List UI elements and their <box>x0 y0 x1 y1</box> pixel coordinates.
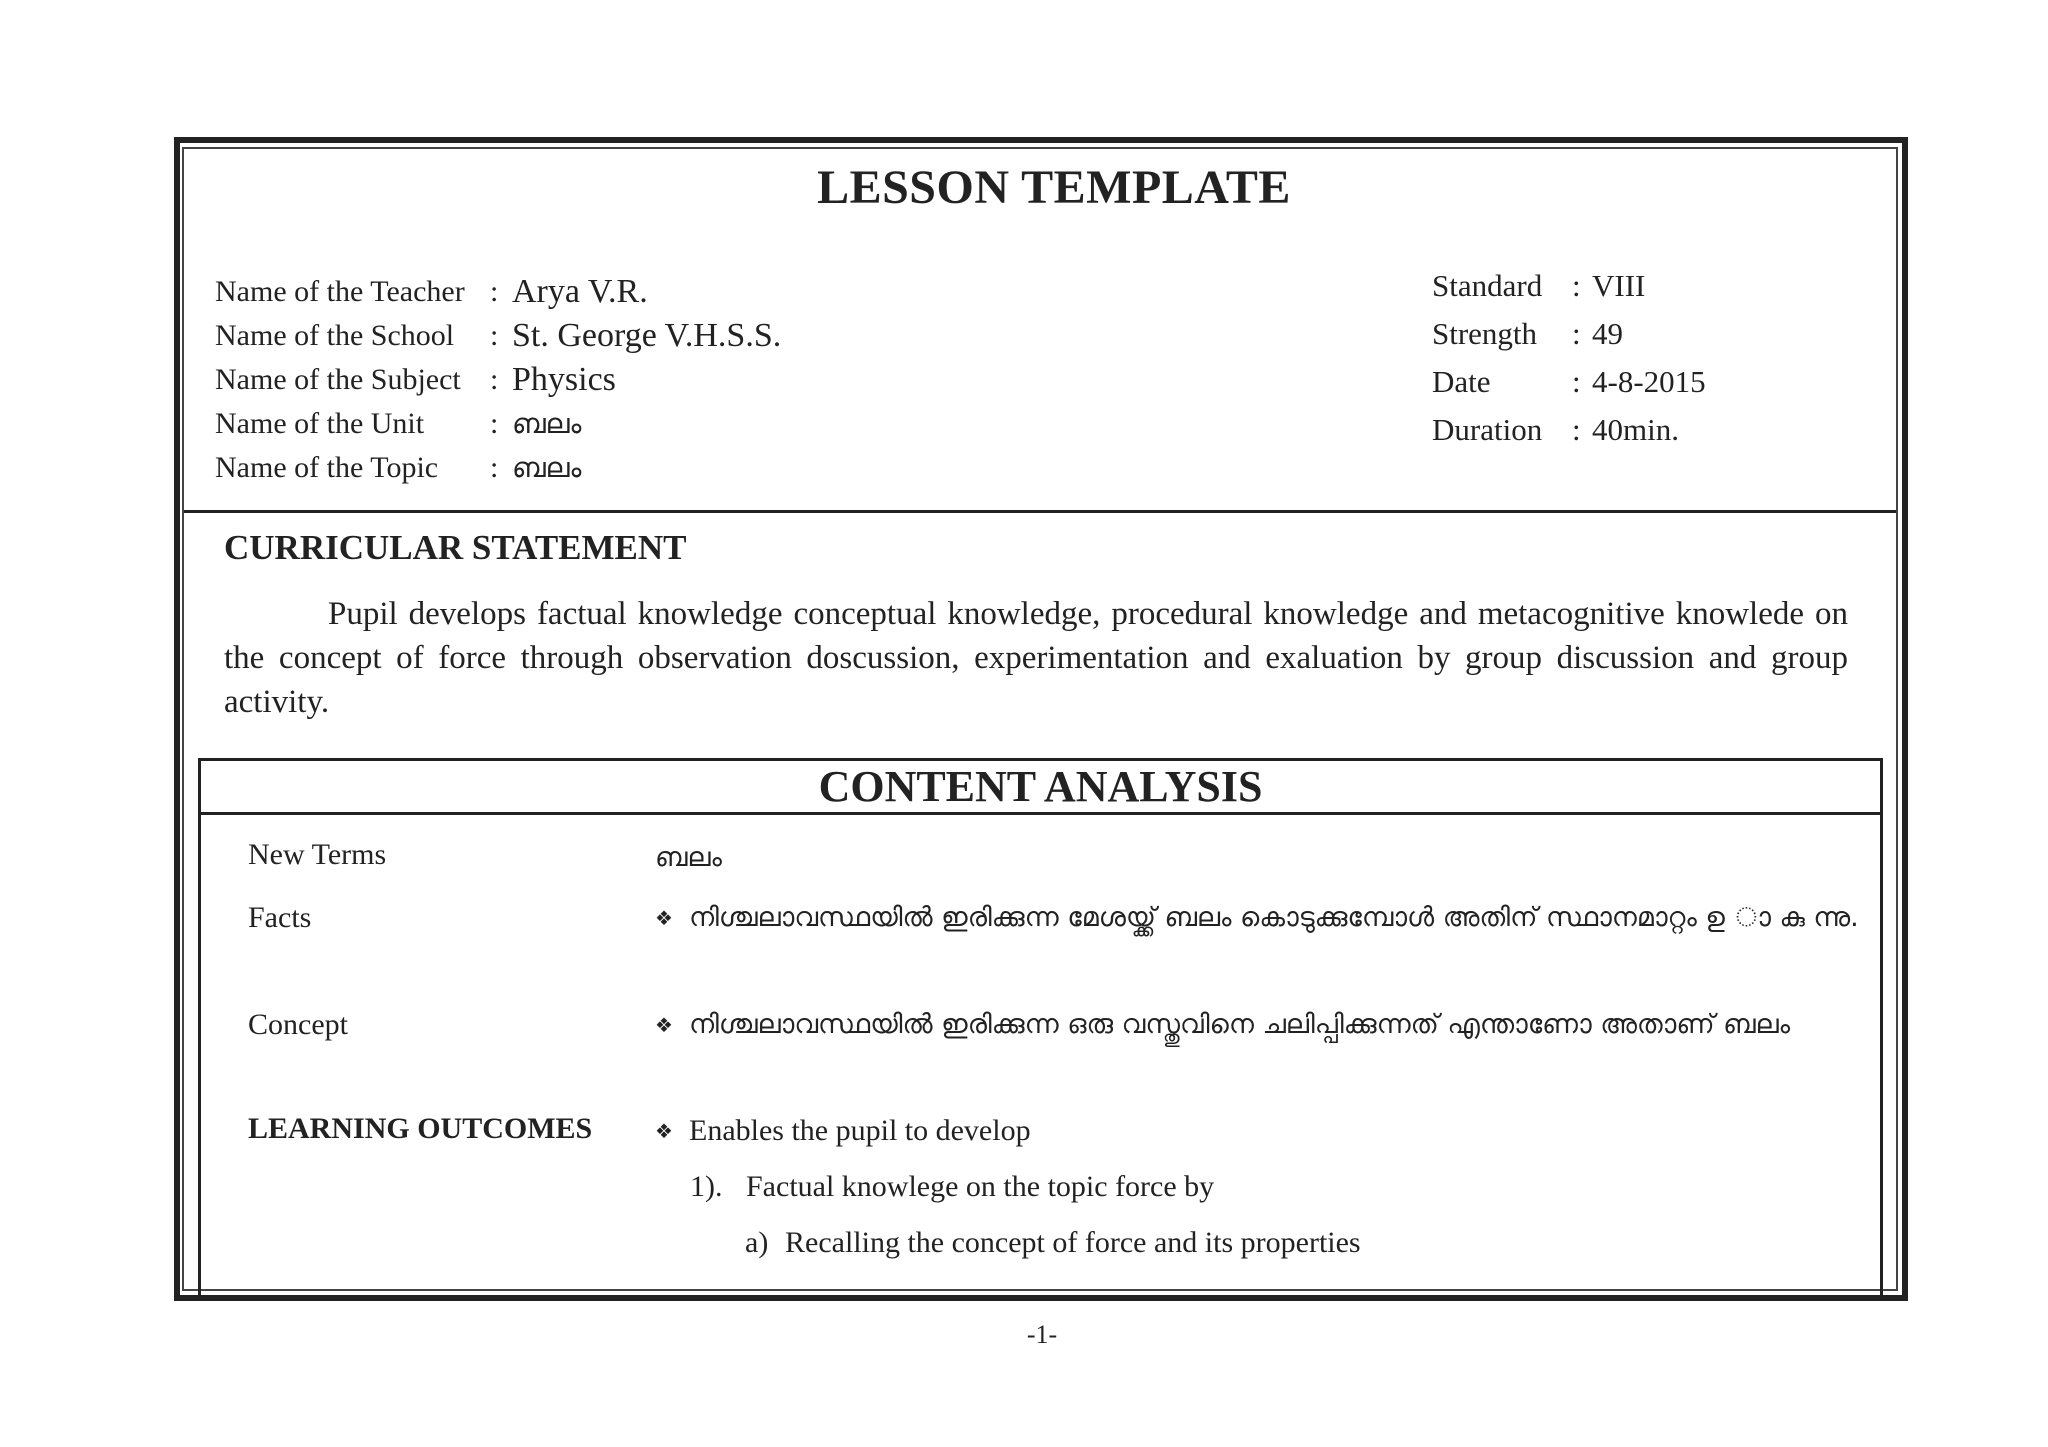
outcome-subitem-letter: a) <box>745 1226 769 1259</box>
bullet-icon: ❖ <box>655 1119 673 1143</box>
curricular-heading: CURRICULAR STATEMENT <box>224 528 687 567</box>
info-row-standard <box>1432 262 1706 310</box>
info-row-teacher <box>215 270 781 314</box>
outcome-item <box>690 1170 1214 1204</box>
info-colon: : <box>1572 364 1581 399</box>
info-colon: : <box>490 407 499 440</box>
concept-label: Concept <box>248 1008 348 1041</box>
info-row-strength <box>1432 310 1706 358</box>
info-row-date <box>1432 358 1706 406</box>
info-colon: : <box>490 319 499 352</box>
bullet-icon: ❖ <box>655 1013 673 1037</box>
info-colon: : <box>490 275 499 308</box>
facts-label: Facts <box>248 901 312 934</box>
learning-outcomes-intro <box>655 1109 1865 1153</box>
unit-name: ബലം <box>512 407 582 440</box>
info-row-duration <box>1432 406 1706 454</box>
facts-text: നിശ്ചലാവസ്ഥയിൽ ഇരിക്കുന്ന മേശയ്ക്ക് ബലം കൊടുക്കുമ്പോൾ അതിന് സ്ഥാനമാറ്റം ഉ ാ കു ന്നു. <box>689 902 1859 933</box>
outcome-subitem-text: Recalling the concept of force and its properties <box>785 1226 1361 1259</box>
page-number: -1- <box>1026 1320 1058 1349</box>
info-label: Strength <box>1432 316 1538 351</box>
info-label: Name of the Topic <box>215 451 439 484</box>
info-label: Standard <box>1432 268 1543 303</box>
duration-value: 40min. <box>1592 412 1679 447</box>
outcome-text: Factual knowlege on the topic force by <box>746 1170 1215 1203</box>
learning-outcomes-intro-text: Enables the pupil to develop <box>689 1114 1031 1147</box>
outcome-subitem <box>745 1226 1361 1260</box>
subject-name: Physics <box>512 361 616 398</box>
concept-text: നിശ്ചലാവസ്ഥയിൽ ഇരിക്കുന്ന ഒരു വസ്തുവിനെ ചലിപ്പിക്കുന്നത് എന്താണോ അതാണ് ബലം <box>689 1009 1791 1040</box>
school-name: St. George V.H.S.S. <box>512 317 782 354</box>
info-label: Name of the Teacher <box>215 275 465 308</box>
strength-value: 49 <box>1592 316 1623 351</box>
date-value: 4-8-2015 <box>1592 364 1706 399</box>
curricular-statement: Pupil develops factual knowledge conceptual knowledge, procedural knowledge and metacognitive knowlede on the concept of force through observation doscussion, experimentation and exaluation by group discussion and group activity. <box>224 596 1848 720</box>
bullet-icon: ❖ <box>655 906 673 930</box>
info-label: Date <box>1432 364 1491 399</box>
info-colon: : <box>1572 412 1581 447</box>
facts-item <box>655 896 1865 940</box>
info-colon: : <box>1572 316 1581 351</box>
info-label: Name of the Subject <box>215 363 461 396</box>
concept-item <box>655 1003 1865 1047</box>
standard-value: VIII <box>1592 268 1646 303</box>
teacher-name: Arya V.R. <box>512 273 648 310</box>
new-terms-value: ബലം <box>655 842 722 873</box>
info-row-subject <box>215 358 781 402</box>
info-row-topic <box>215 446 781 490</box>
page-title: LESSON TEMPLATE <box>817 161 1291 214</box>
info-colon: : <box>490 363 499 396</box>
info-row-unit <box>215 402 781 446</box>
section-divider <box>184 510 1896 513</box>
info-label: Duration <box>1432 412 1543 447</box>
info-row-school <box>215 314 781 358</box>
outcome-number: 1). <box>690 1170 723 1203</box>
info-colon: : <box>1572 268 1581 303</box>
info-label: Name of the Unit <box>215 407 425 440</box>
info-right-block <box>1432 262 1706 454</box>
info-colon: : <box>490 451 499 484</box>
content-analysis-heading: CONTENT ANALYSIS <box>198 758 1883 815</box>
learning-outcomes-label: LEARNING OUTCOMES <box>248 1112 593 1145</box>
new-terms-label: New Terms <box>248 838 387 871</box>
info-left-block <box>215 270 781 490</box>
info-label: Name of the School <box>215 319 455 352</box>
topic-name: ബലം <box>512 451 582 484</box>
